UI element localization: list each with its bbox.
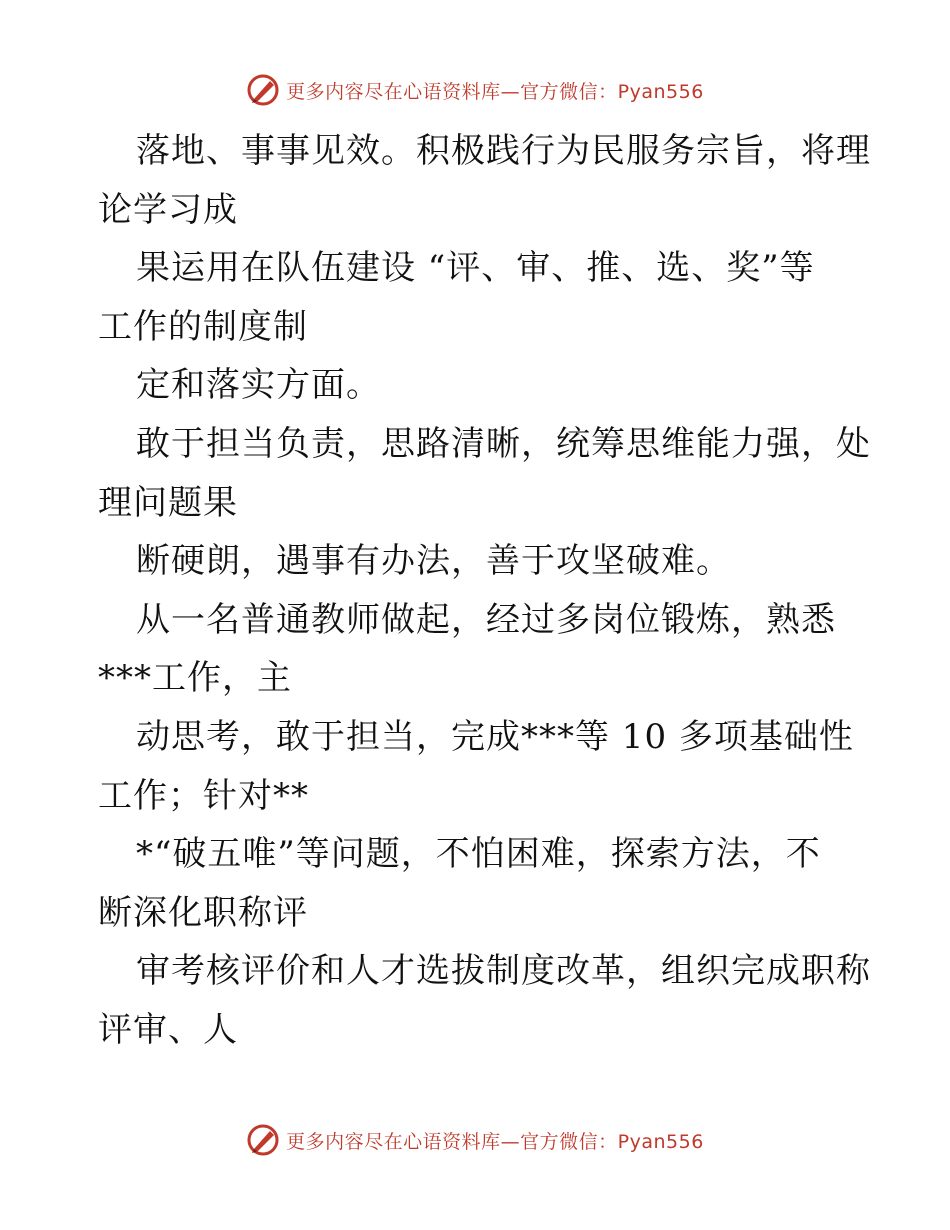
document-line: *“破五唯”等问题，不怕困难，探索方法，不 [136, 834, 821, 875]
document-line: 审考核评价和人才选拔制度改革，组织完成职称 [136, 951, 871, 992]
document-line: 断硬朗，遇事有办法，善于攻坚破难。 [136, 541, 731, 582]
footer-banner [0, 1120, 950, 1160]
document-line: 论学习成 [98, 189, 238, 230]
document-line: 动思考，敢于担当，完成***等 10 多项基础性 [136, 716, 854, 757]
document-line: 工作的制度制 [98, 306, 308, 347]
document-line: 敢于担当负责，思路清晰，统筹思维能力强，处 [136, 423, 871, 464]
document-line: 断深化职称评 [98, 892, 308, 933]
document-line: 工作；针对** [98, 775, 309, 816]
document-line: ***工作，主 [98, 658, 292, 699]
document-line: 理问题果 [98, 482, 238, 523]
footer-banner-text: 更多内容尽在心语资料库—官方微信：Pyan556 [286, 1130, 704, 1153]
document-line: 定和落实方面。 [136, 365, 381, 406]
document-line: 从一名普通教师做起，经过多岗位锻炼，熟悉 [136, 599, 836, 640]
document-line: 落地、事事见效。积极践行为民服务宗旨，将理 [136, 131, 871, 171]
header-banner [0, 70, 950, 110]
document-line: 果运用在队伍建设 “评、审、推、选、奖”等 [136, 248, 815, 289]
document-line: 评审、人 [98, 1009, 238, 1050]
pen-circle-logo-icon [246, 1123, 280, 1157]
header-banner-text: 更多内容尽在心语资料库—官方微信：Pyan556 [286, 80, 704, 103]
document-body [98, 122, 871, 1060]
pen-circle-logo-icon [246, 73, 280, 107]
